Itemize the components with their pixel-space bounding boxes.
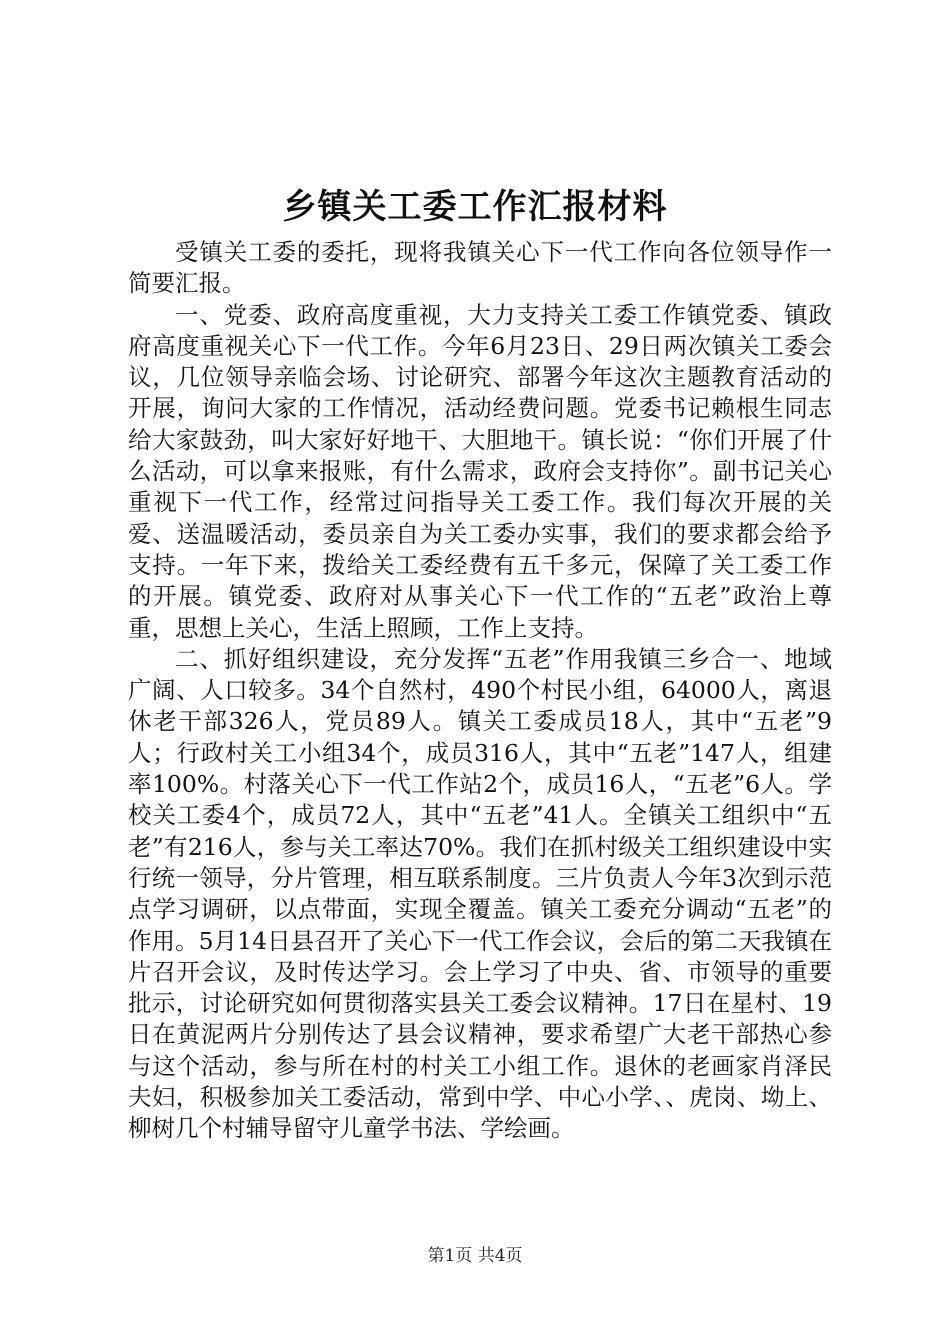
paragraph-intro: 受镇关工委的委托，现将我镇关心下一代工作向各位领导作一简要汇报。 bbox=[128, 238, 832, 298]
page-number-footer: 第1页 共4页 bbox=[427, 1246, 523, 1266]
paragraph-section-one: 一、党委、政府高度重视，大力支持关工委工作镇党委、镇政府高度重视关心下一代工作。今年6月23日、29日两次镇关工委会议，几位领导亲临会场、讨论研究、部署今年这次主题教育活动的开展，询问大家的工作情况，活动经费问题。党委书记赖根生同志给大家鼓劲，叫大家好好地干、大胆地干。镇长说：“你们开展了什么活动，可以拿来报账，有什么需求，政府会支持你”。副书记关心重视下一代工作，经常过问指导关工委工作。我们每次开展的关爱、送温暖活动，委员亲自为关工委办实事，我们的要求都会给予支持。一年下来，拨给关工委经费有五千多元，保障了关工委工作的开展。镇党委、政府对从事关心下一代工作的“五老”政治上尊重，思想上关心，生活上照顾，工作上支持。 bbox=[128, 300, 832, 642]
document-title: 乡镇关工委工作汇报材料 bbox=[282, 187, 668, 227]
paragraph-section-two: 二、抓好组织建设，充分发挥“五老”作用我镇三乡合一、地域广阔、人口较多。34个自然村，490个村民小组，64000人，离退休老干部326人，党员89人。镇关工委成员18人，其中“五老”9人；行政村关工小组34个，成员316人，其中“五老”147人，组建率100%。村落关心下一代工作站2个，成员16人，“五老”6人。学校关工委4个，成员72人，其中“五老”41人。全镇关工组织中“五老”有216人，参与关工率达70%。我们在抓村级关工组织建设中实行统一领导，分片管理，相互联系制度。三片负责人今年3次到示范点学习调研，以点带面，实现全覆盖。镇关工委充分调动“五老”的作用。5月14日县召开了关心下一代工作会议，会后的第二天我镇在片召开会议，及时传达学习。会上学习了中央、省、市领导的重要批示，讨论研究如何贯彻落实县关工委会议精神。17日在星村、19日在黄泥两片分别传达了县会议精神，要求希望广大老干部热心参与这个活动，参与所在村的村关工小组工作。退休的老画家肖泽民夫妇，积极参加关工委活动，常到中学、中心小学、、虎岗、坳上、柳树几个村辅导留守儿童学书法、学绘画。 bbox=[128, 644, 832, 1143]
document-body bbox=[128, 237, 832, 1145]
